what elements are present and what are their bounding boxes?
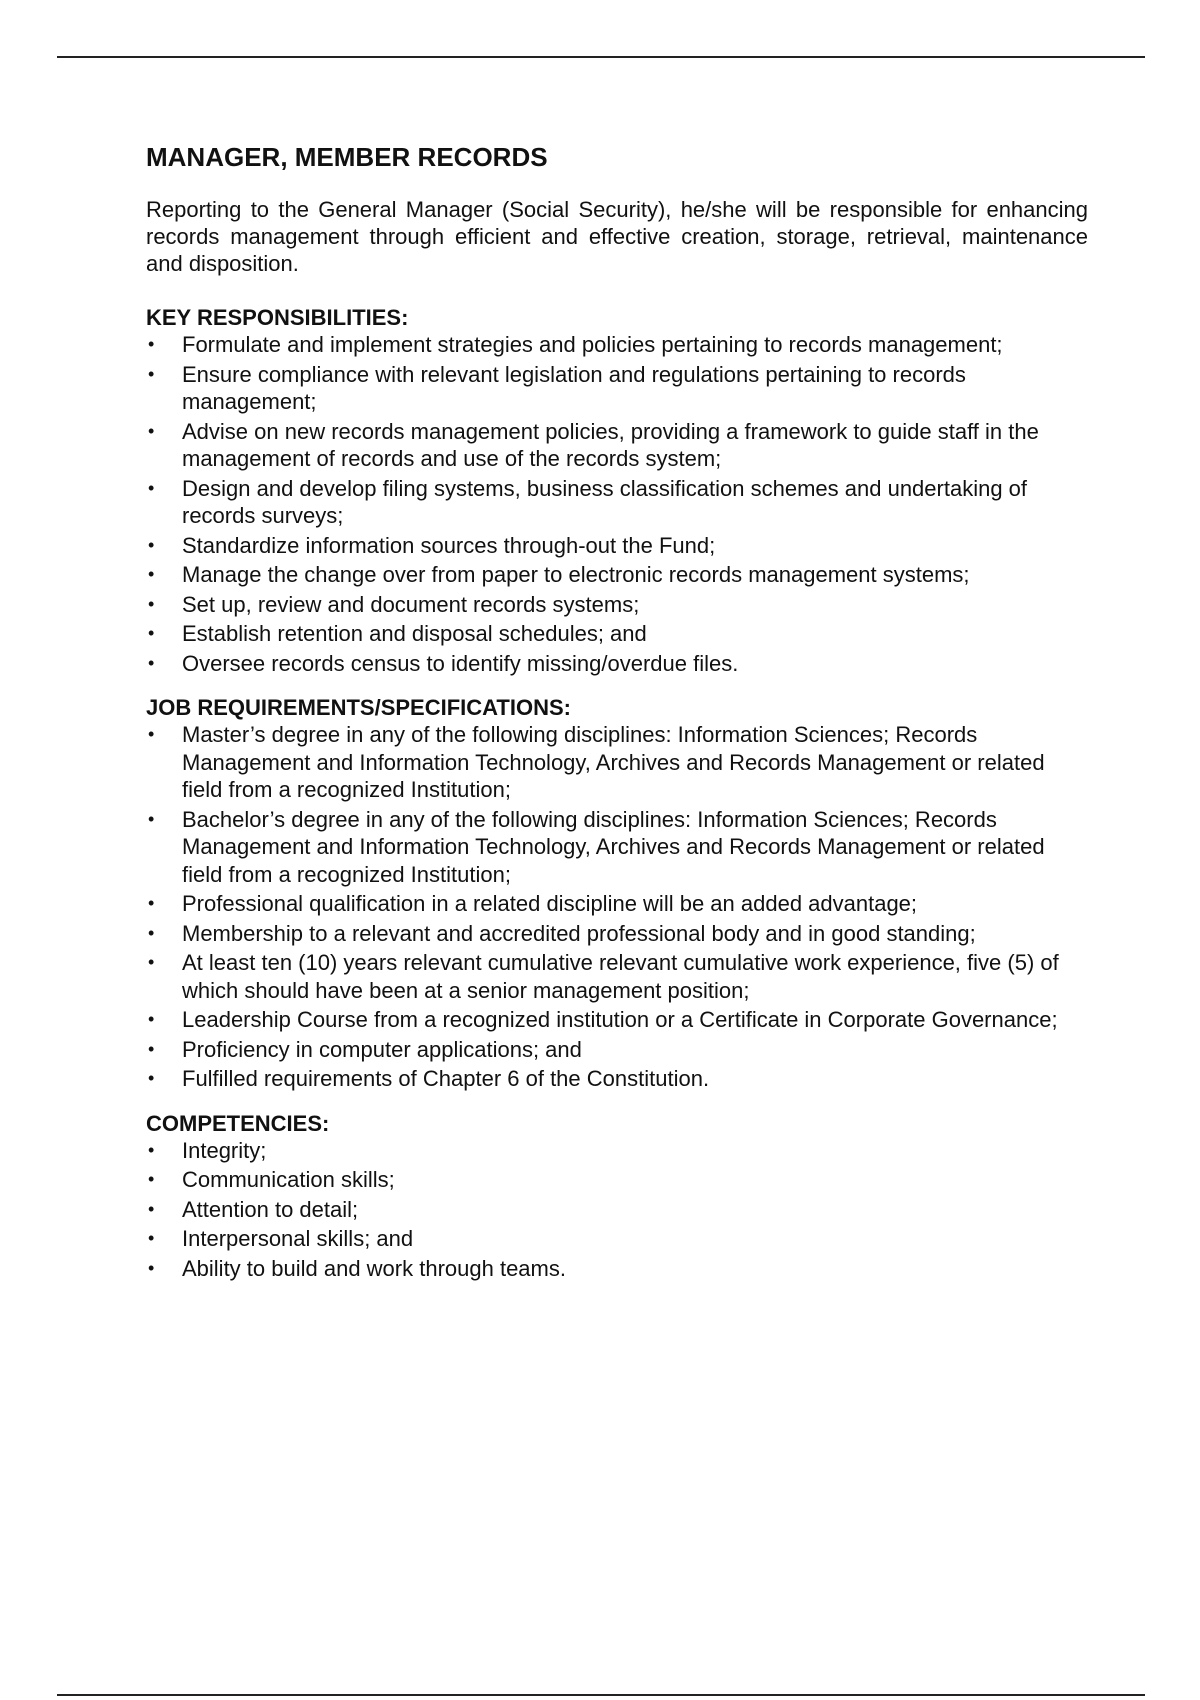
list-item: • Design and develop filing systems, business classification schemes and undertaking of records surveys; xyxy=(148,475,1028,528)
bullet-icon: • xyxy=(148,1139,155,1160)
bullet-icon: • xyxy=(148,623,155,643)
job-requirements-heading: JOB REQUIREMENTS/SPECIFICATIONS: xyxy=(146,695,571,720)
bullet-icon: • xyxy=(148,808,155,829)
bottom-rule xyxy=(57,1694,1145,1696)
list-item: • Leadership Course from a recognized institution or a Certificate in Corporate Governance; xyxy=(148,1007,1058,1032)
list-item: • Integrity; xyxy=(148,1137,267,1163)
list-item: • Attention to detail; xyxy=(148,1196,359,1222)
list-item: • Bachelor’s degree in any of the following disciplines: Information Sciences; Records Management and Information Technology, Archives and Records Management or related field from a recognized Institution; xyxy=(148,806,1045,887)
bullet-icon: • xyxy=(148,652,155,673)
competencies-list xyxy=(146,1137,1088,1283)
bullet-icon: • xyxy=(148,420,155,441)
top-rule xyxy=(57,56,1145,58)
bullet-icon: • xyxy=(148,1228,155,1248)
bullet-icon: • xyxy=(148,1257,155,1278)
list-item: • Oversee records census to identify missing/overdue files. xyxy=(148,650,739,676)
bullet-icon: • xyxy=(148,564,155,584)
bullet-icon: • xyxy=(148,534,155,555)
job-title: MANAGER, MEMBER RECORDS xyxy=(146,142,548,172)
bullet-icon: • xyxy=(148,1169,155,1189)
list-item: • Interpersonal skills; and xyxy=(148,1226,414,1251)
list-item: • At least ten (10) years relevant cumulative relevant cumulative work experience, five (5) of which should have been at a senior management position; xyxy=(148,950,1059,1003)
bullet-icon: • xyxy=(148,724,155,744)
competencies-heading: COMPETENCIES: xyxy=(146,1110,330,1136)
list-item: • Professional qualification in a related discipline will be an added advantage; xyxy=(148,891,918,916)
list-item: • Ability to build and work through teams. xyxy=(148,1255,566,1281)
bullet-icon: • xyxy=(148,593,155,614)
bullet-icon: • xyxy=(148,363,155,384)
key-responsibilities-heading: KEY RESPONSIBILITIES: xyxy=(146,305,409,330)
job-requirements-list xyxy=(146,721,1088,1093)
list-item: • Establish retention and disposal schedules; and xyxy=(148,621,647,646)
list-item: • Communication skills; xyxy=(148,1167,395,1192)
bullet-icon: • xyxy=(148,1038,155,1059)
list-item: • Manage the change over from paper to electronic records management systems; xyxy=(148,562,970,587)
list-item: • Standardize information sources through-out the Fund; xyxy=(148,532,716,558)
list-item: • Membership to a relevant and accredited professional body and in good standing; xyxy=(148,920,976,946)
bullet-icon: • xyxy=(148,952,155,972)
list-item: • Master’s degree in any of the following disciplines: Information Sciences; Records Management and Information Technology, Archives and Records Management or related field from a recognized Institution; xyxy=(148,722,1045,802)
document-body xyxy=(146,140,1088,1284)
list-item: • Fulfilled requirements of Chapter 6 of the Constitution. xyxy=(148,1066,710,1091)
list-item: • Set up, review and document records systems; xyxy=(148,591,640,617)
list-item: • Formulate and implement strategies and policies pertaining to records management; xyxy=(148,332,1003,357)
bullet-icon: • xyxy=(148,1068,155,1088)
bullet-icon: • xyxy=(148,477,155,498)
key-responsibilities-list xyxy=(146,331,1088,677)
list-item: • Proficiency in computer applications; and xyxy=(148,1036,582,1062)
intro-paragraph: Reporting to the General Manager (Social Security), he/she will be responsible for enhancing records management through efficient and effective creation, storage, retrieval, maintenance and disposition. xyxy=(146,197,1088,276)
bullet-icon: • xyxy=(148,1198,155,1219)
bullet-icon: • xyxy=(148,1009,155,1029)
list-item: • Ensure compliance with relevant legislation and regulations pertaining to records management; xyxy=(148,361,966,414)
bullet-icon: • xyxy=(148,893,155,913)
bullet-icon: • xyxy=(148,334,155,354)
bullet-icon: • xyxy=(148,922,155,943)
list-item: • Advise on new records management policies, providing a framework to guide staff in the management of records and use of the records system; xyxy=(148,418,1039,471)
